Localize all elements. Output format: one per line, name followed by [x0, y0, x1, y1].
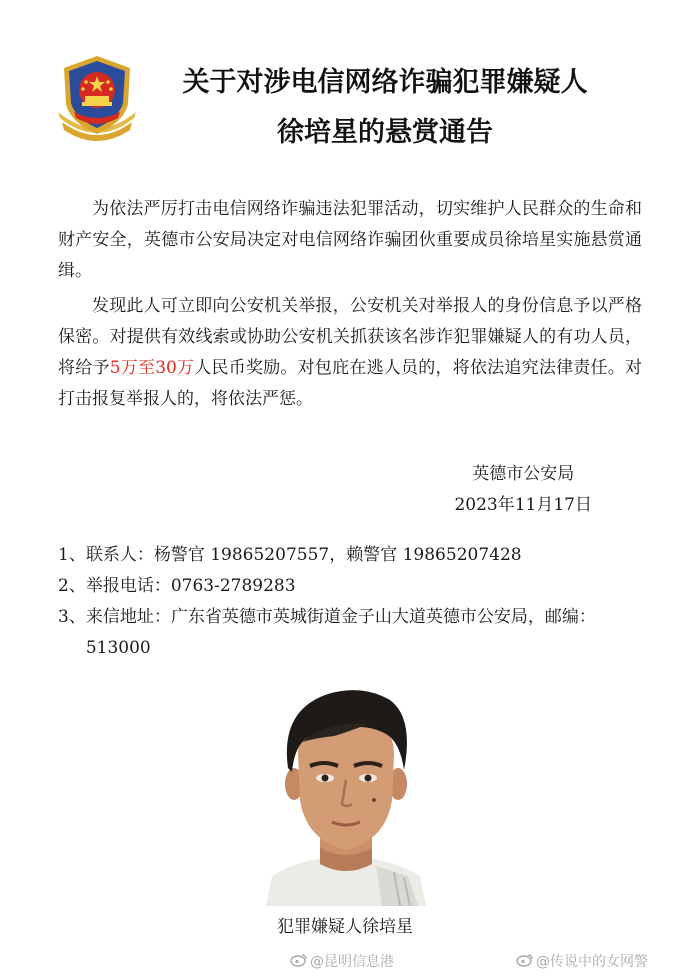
- paragraph-2-part-b: 人民币奖励。对包庇在逃人员的，将依法追究法律责任。对打击报复举报人的，将依法严惩。: [58, 358, 642, 409]
- contact-text: 联系人：杨警官 19865207557，赖警官 19865207428: [85, 545, 522, 565]
- title-line-1: 关于对涉电信网络诈骗犯罪嫌疑人: [182, 67, 588, 98]
- contact-item: [58, 540, 642, 571]
- signature-date: 2023年11月17日: [454, 495, 592, 515]
- notice-title: [150, 58, 620, 158]
- police-emblem-icon: [52, 52, 142, 144]
- photo-caption: 犯罪嫌疑人徐培星: [277, 917, 413, 937]
- suspect-photo: [258, 680, 434, 906]
- contact-text: 举报电话：0763-2789283: [85, 576, 296, 596]
- watermark-left: [290, 951, 394, 971]
- title-line-2: 徐培星的悬赏通告: [277, 117, 493, 148]
- watermark-right: [516, 951, 648, 971]
- contact-list: [58, 540, 642, 664]
- watermark-left-text: @昆明信息港: [310, 954, 394, 970]
- contact-number: 2、: [58, 576, 86, 596]
- paragraph-2: [58, 291, 642, 415]
- watermark-right-text: @传说中的女网警: [536, 954, 648, 970]
- contact-item: [58, 571, 642, 602]
- contact-number: 3、: [58, 607, 86, 627]
- contact-text: 来信地址：广东省英德市英城街道金子山大道英德市公安局，邮编：513000: [85, 607, 596, 658]
- weibo-icon: [516, 953, 534, 971]
- weibo-icon: [290, 953, 308, 971]
- signature-block: [454, 459, 592, 521]
- paragraph-1: 为依法严厉打击电信网络诈骗违法犯罪活动，切实维护人民群众的生命和财产安全，英德市公安局决定对电信网络诈骗团伙重要成员徐培星实施悬赏通缉。: [58, 199, 642, 281]
- contact-number: 1、: [58, 545, 86, 565]
- contact-item: [58, 602, 642, 664]
- paragraph-2-part-a: 发现此人可立即向公安机关举报，公安机关对举报人的身份信息予以严格保密。对提供有效线索或协助公安机关抓获该名涉诈犯罪嫌疑人的有功人员，将给予: [58, 296, 642, 378]
- signature-org: 英德市公安局: [472, 464, 575, 484]
- reward-amount: 5万至30万: [109, 358, 195, 378]
- notice-body: [58, 194, 642, 419]
